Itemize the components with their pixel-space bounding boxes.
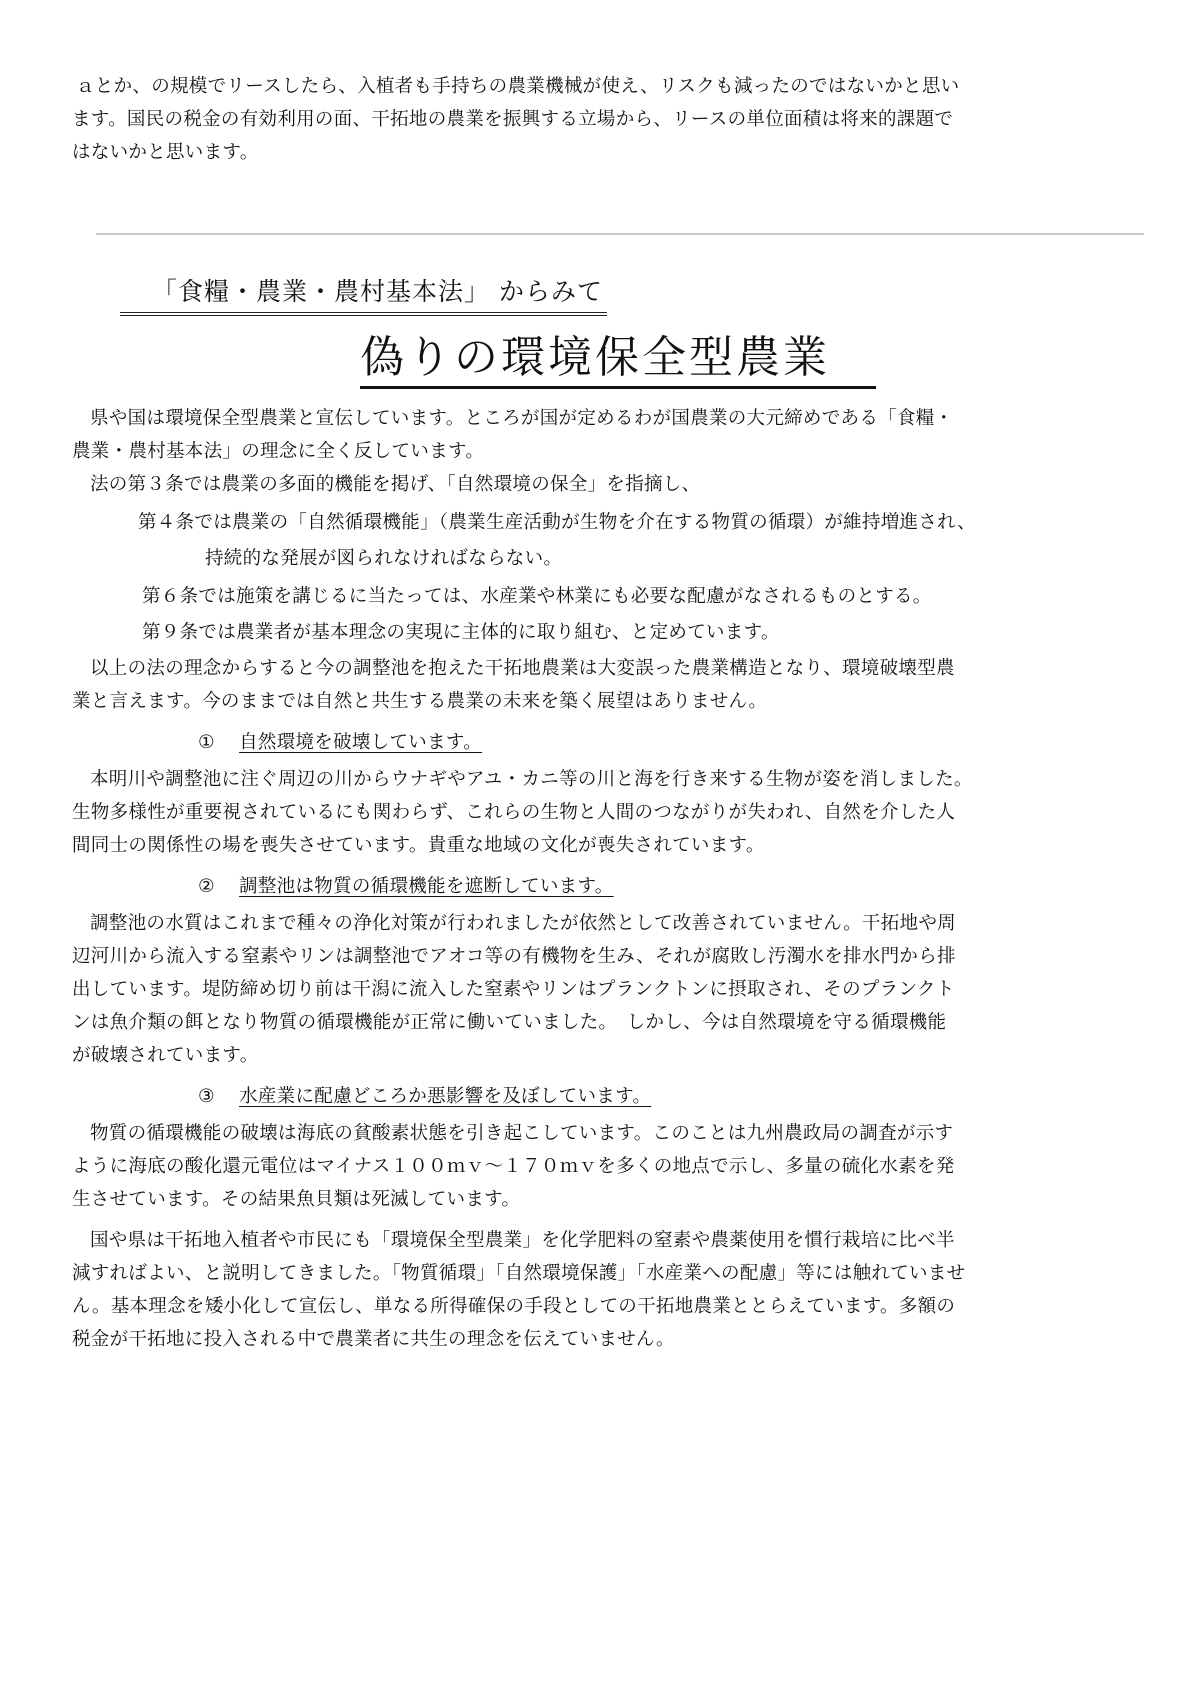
intro-line: ます。国民の税金の有効利用の面、干拓地の農業を振興する立場から、リースの単位面積は将来的課題で xyxy=(72,109,954,130)
section-subtitle: 「食糧・農業・農村基本法」 からみて xyxy=(120,272,607,316)
paragraph-line: 国や県は干拓地入植者や市民にも「環境保全型農業」を化学肥料の窒素や農薬使用を慣行栽培に比べ半 xyxy=(90,1230,955,1251)
paragraph-3 xyxy=(72,763,1122,862)
paragraph-1 xyxy=(72,402,1122,468)
article-4-text: 第４条では農業の「自然循環機能」（農業生産活動が生物を介在する物質の循環）が維持増進され、 xyxy=(138,512,976,533)
heading-text: 調整池は物質の循環機能を遮断しています。 xyxy=(239,876,614,897)
paragraph-line: ように海底の酸化還元電位はマイナス１００ｍｖ～１７０ｍｖを多くの地点で示し、多量の硫化水素を発 xyxy=(72,1156,955,1177)
paragraph-line: 間同士の関係性の場を喪失させています。貴重な地域の文化が喪失されています。 xyxy=(72,835,765,856)
paragraph-4 xyxy=(72,907,1122,1072)
paragraph-line: 減すればよい、と説明してきました。「物質循環」「自然環境保護」「水産業への配慮」等には触れていませ xyxy=(72,1263,966,1284)
section-divider xyxy=(96,233,1144,235)
paragraph-line: 税金が干拓地に投入される中で農業者に共生の理念を伝えていません。 xyxy=(72,1329,675,1350)
paragraph-line: 農業・農村基本法」の理念に全く反しています。 xyxy=(72,441,485,462)
heading-3 xyxy=(198,1080,651,1113)
paragraph-line: 生させています。その結果魚貝類は死滅しています。 xyxy=(72,1189,521,1210)
paragraph-line: 調整池の水質はこれまで種々の浄化対策が行われましたが依然として改善されていません。干拓地や周 xyxy=(90,913,956,934)
intro-paragraph xyxy=(72,70,1122,169)
heading-number: ① xyxy=(198,732,215,753)
paragraph-2 xyxy=(72,652,1122,718)
paragraph-line: 本明川や調整池に注ぐ周辺の川からウナギやアユ・カニ等の川と海を行き来する生物が姿を消しました。 xyxy=(90,769,973,790)
heading-text: 水産業に配慮どころか悪影響を及ぼしています。 xyxy=(239,1086,652,1107)
intro-line: はないかと思います。 xyxy=(72,142,259,163)
intro-line: ａとか、の規模でリースしたら、入植者も手持ちの農業機械が使え、リスクも減ったのではないかと思い xyxy=(76,76,960,97)
paragraph-line: 生物多様性が重要視されているにも関わらず、これらの生物と人間のつながりが失われ、自然を介した人 xyxy=(72,802,956,823)
article-3-text: 法の第３条では農業の多面的機能を掲げ、「自然環境の保全」を指摘し、 xyxy=(90,474,701,495)
paragraph-line: ん。基本理念を矮小化して宣伝し、単なる所得確保の手段としての干拓地農業ととらえています。多額の xyxy=(72,1296,956,1317)
heading-2 xyxy=(198,870,614,903)
paragraph-line: 物質の循環機能の破壊は海底の貧酸素状態を引き起こしています。このことは九州農政局の調査が示す xyxy=(90,1123,954,1144)
paragraph-line: ンは魚介類の餌となり物質の循環機能が正常に働いていました。 しかし、今は自然環境を守る循環機能 xyxy=(72,1012,947,1033)
paragraph-line: 辺河川から流入する窒素やリンは調整池でアオコ等の有機物を生み、それが腐敗し汚濁水を排水門から排 xyxy=(72,946,956,967)
paragraph-line: 以上の法の理念からすると今の調整池を抱えた干拓地農業は大変誤った農業構造となり、環境破壊型農 xyxy=(90,658,955,679)
heading-number: ② xyxy=(198,876,215,897)
paragraph-line: 業と言えます。今のままでは自然と共生する農業の未来を築く展望はありません。 xyxy=(72,691,768,712)
article-4-continuation: 持続的な発展が図られなければならない。 xyxy=(205,548,563,569)
paragraph-line: 出しています。堤防締め切り前は干潟に流入した窒素やリンはプランクトンに摂取され、そのプランクト xyxy=(72,979,955,1000)
heading-number: ③ xyxy=(198,1086,215,1107)
article-6-text: 第６条では施策を講じるに当たっては、水産業や林業にも必要な配慮がなされるものとする。 xyxy=(142,586,932,607)
heading-1 xyxy=(198,726,482,759)
paragraph-5 xyxy=(72,1117,1122,1216)
section-title: 偽りの環境保全型農業 xyxy=(360,330,876,389)
heading-text: 自然環境を破壊しています。 xyxy=(239,732,482,753)
paragraph-6 xyxy=(72,1224,1122,1356)
paragraph-line: 県や国は環境保全型農業と宣伝しています。ところが国が定めるわが国農業の大元締めである「食糧・ xyxy=(90,408,954,429)
paragraph-line: が破壊されています。 xyxy=(72,1045,259,1066)
article-9-text: 第９条では農業者が基本理念の実現に主体的に取り組む、と定めています。 xyxy=(142,622,780,643)
